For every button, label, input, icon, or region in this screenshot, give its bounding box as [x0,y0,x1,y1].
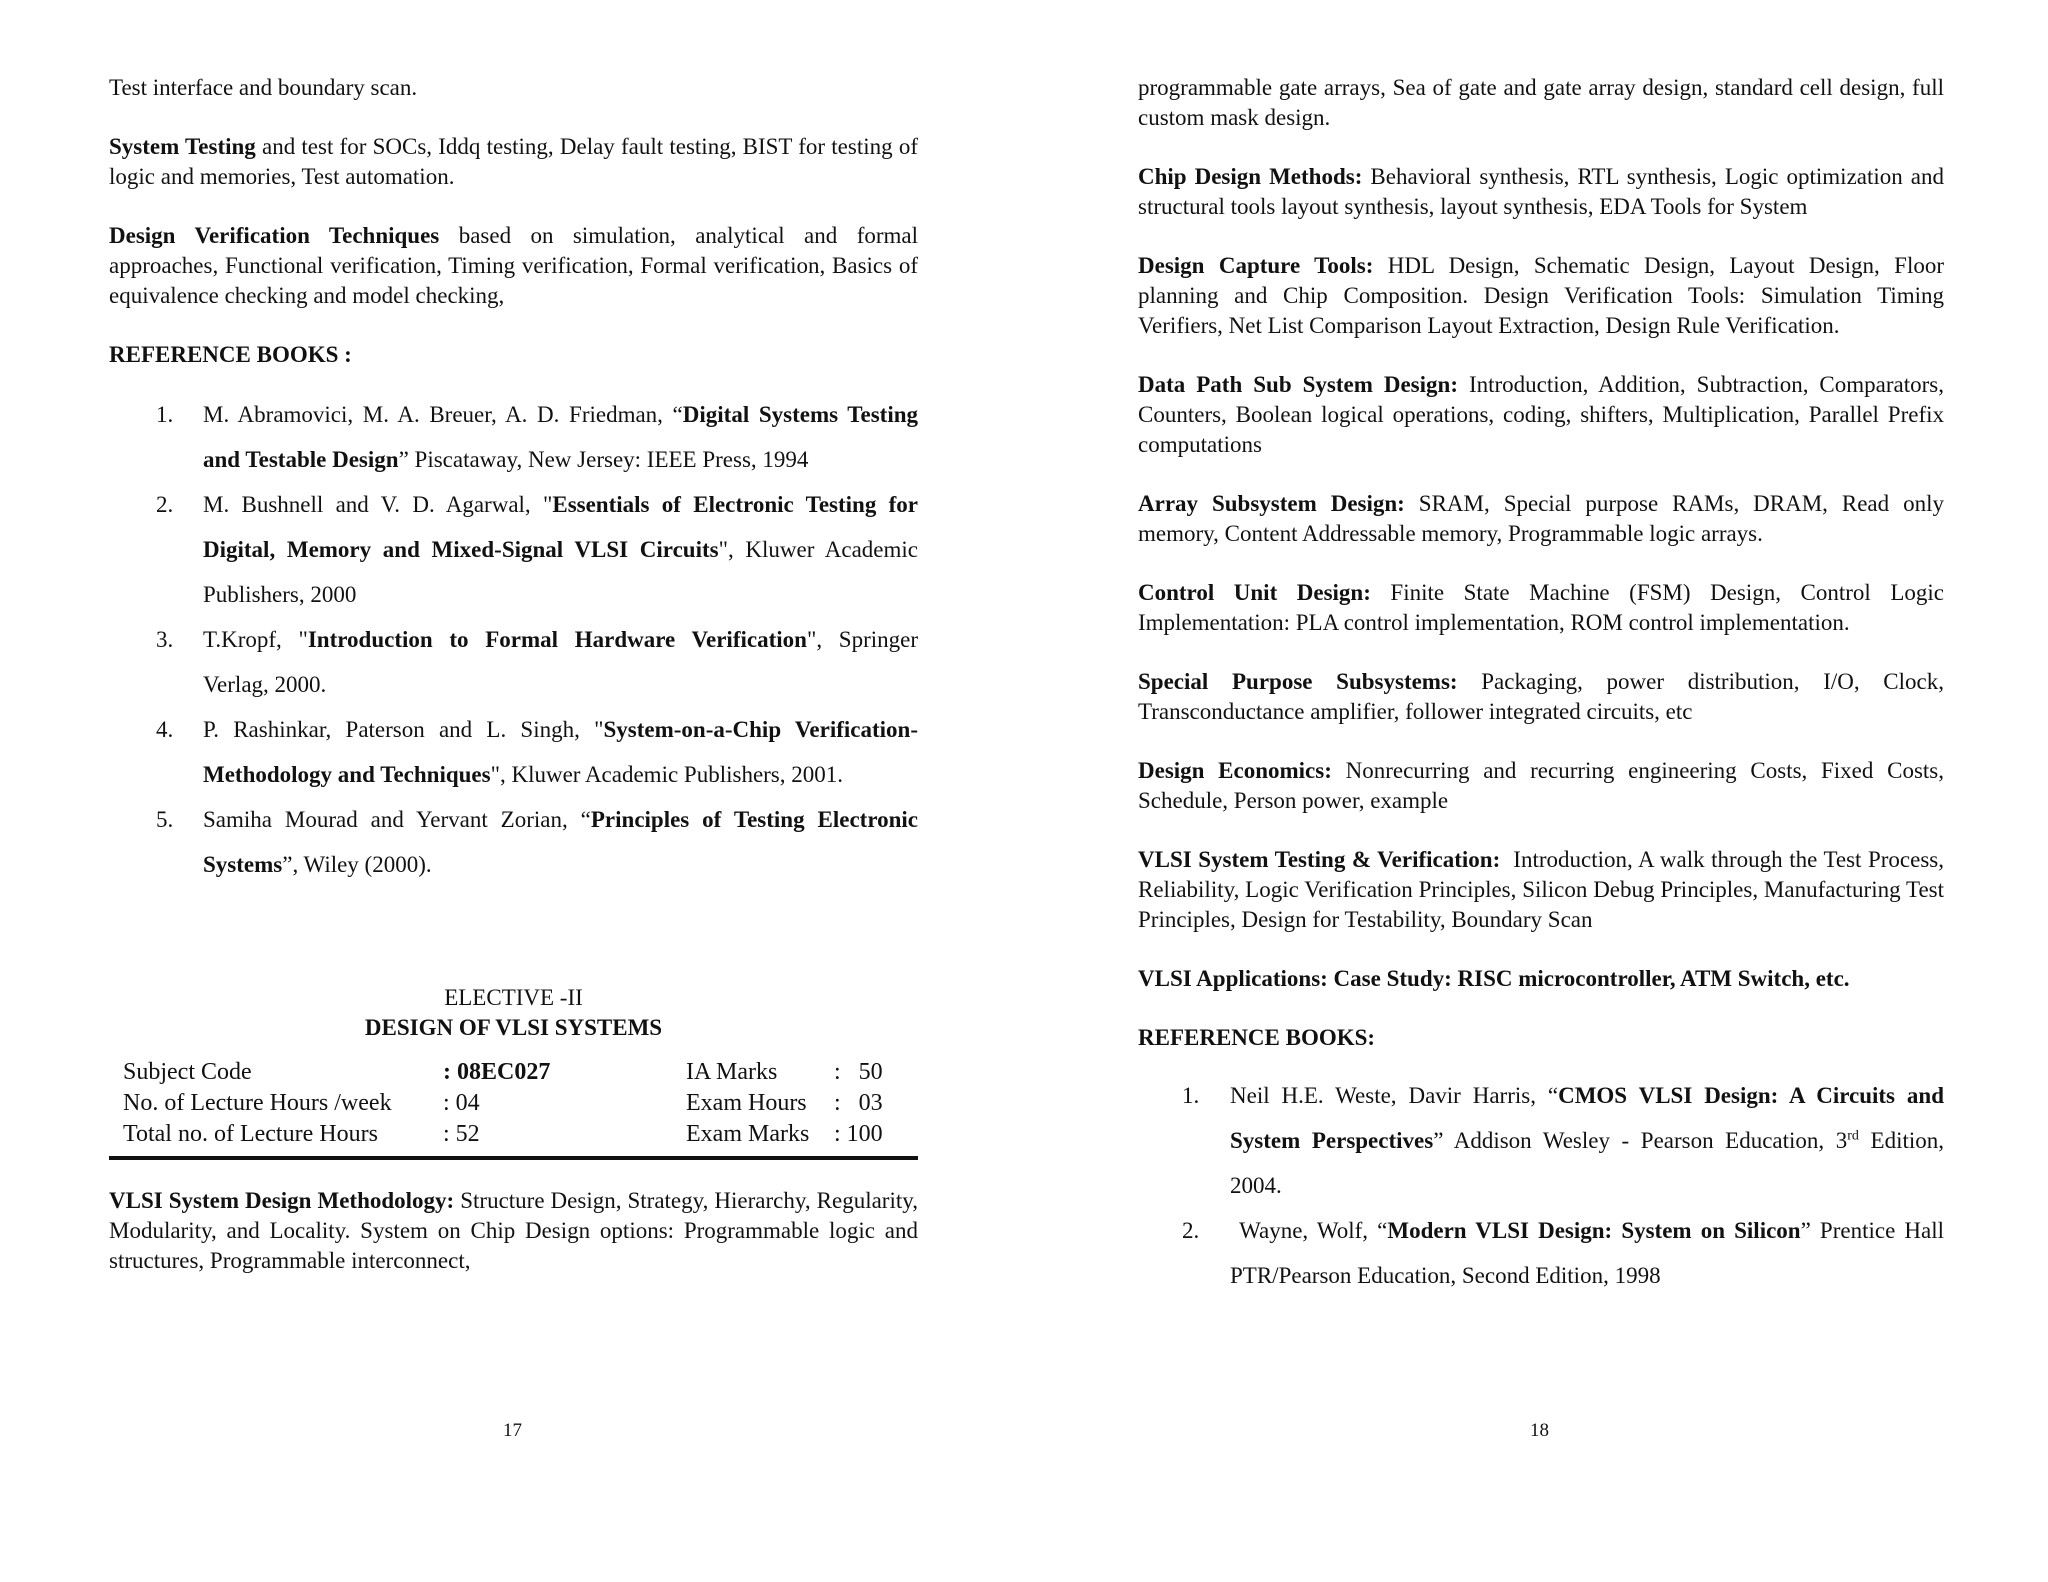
subject-code-label: Subject Code [123,1059,252,1085]
ref-author: Neil H.E. Weste, Davir Harris, “ [1230,1083,1559,1108]
page-number-right: 18 [1530,1420,1549,1441]
section-text: Packaging, power distribution, I/O, Clock, Transconductance amplifier, follower integrated circuits, etc [1138,669,1944,724]
total-lecture-hours-value: : 52 [443,1121,480,1147]
heading-methodology: VLSI System Design Methodology: [109,1188,455,1213]
reference-books-heading: REFERENCE BOOKS : [109,342,352,367]
lecture-hours-week-label: No. of Lecture Hours /week [123,1090,392,1116]
section-design-capture-tools [1138,251,1944,341]
section-special-purpose [1138,667,1944,727]
section-testing-verification [1138,845,1950,935]
section-data-path [1138,370,1944,460]
section-vlsi-applications [1138,964,1944,994]
page-number-left: 17 [503,1420,522,1441]
list-number: 5. [156,807,174,832]
text-system-testing: and test for SOCs, Iddq testing, Delay fault testing, BIST for testing of logic and memories, Test automation. [109,134,918,189]
text-methodology: Structure Design, Strategy, Hierarchy, Regularity, Modularity, and Locality. System on Chip Design options: Programmable logic and structures, Programmable interconnect, [109,1188,918,1273]
reference-list [109,392,918,887]
exam-marks-label: Exam Marks [686,1121,810,1147]
exam-hours-label: Exam Hours [686,1090,807,1116]
section-text: Behavioral synthesis, RTL synthesis, Logic optimization and structural tools layout synthesis, layout synthesis, EDA Tools for System [1138,164,1944,219]
ref-title: Modern VLSI Design: System on Silicon [1387,1218,1801,1243]
section-control-unit [1138,578,1944,638]
paragraph-test-interface: Test interface and boundary scan. [109,75,418,100]
ref-publisher: ”, Wiley (2000). [282,852,432,877]
paragraph-methodology [109,1186,918,1276]
list-number: 2. [1182,1218,1200,1243]
ref-publisher: ” Piscataway, New Jersey: IEEE Press, 1994 [398,447,809,472]
ref-title: Introduction to Formal Hardware Verification [307,627,807,652]
ref-publisher: ", Kluwer Academic Publishers, 2001. [490,762,844,787]
section-text: Nonrecurring and recurring engineering Costs, Fixed Costs, Schedule, Person power, example [1138,758,1944,813]
list-item [109,707,918,797]
ref-superscript: rd [1847,1128,1859,1144]
paragraph-programmable-continued: programmable gate arrays, Sea of gate and gate array design, standard cell design, full custom mask design. [1138,75,1944,130]
ref-title: Essentials of Electronic Testing for Digital, Memory and Mixed-Signal VLSI Circuits [203,492,918,562]
ref-author: Wayne, Wolf, “ [1230,1218,1388,1243]
ref-publisher: ", Springer Verlag, 2000. [203,627,918,697]
list-number: 1. [156,402,174,427]
section-heading: Special Purpose Subsystems: [1138,669,1458,694]
ref-author: P. Rashinkar, Paterson and L. Singh, " [203,717,604,742]
ref-publisher: ” Prentice Hall PTR/Pearson Education, Second Edition, 1998 [1230,1218,1944,1288]
list-item [109,392,918,482]
list-item [109,617,918,707]
reference-books-heading: REFERENCE BOOKS: [1138,1025,1376,1050]
section-heading: Control Unit Design: [1138,580,1371,605]
ref-author: M. Bushnell and V. D. Agarwal, " [203,492,553,517]
section-chip-design-methods [1138,162,1944,222]
ref-title: CMOS VLSI Design: A Circuits and System Perspectives [1230,1083,1944,1153]
ref-publisher: ” Addison Wesley - Pearson Education, 3 [1433,1128,1848,1153]
ref-edition: Edition, 2004. [1230,1128,1944,1198]
ref-title: Principles of Testing Electronic Systems [203,807,919,877]
left-page [109,73,918,1276]
elective-label: ELECTIVE -II [444,985,583,1010]
lecture-hours-week-value: : 04 [443,1090,480,1116]
list-number: 4. [156,717,174,742]
ia-marks-label: IA Marks [686,1059,778,1085]
ia-marks-value: : 50 [834,1059,883,1085]
paragraph-system-testing [109,132,918,192]
section-text: Finite State Machine (FSM) Design, Control Logic Implementation: PLA control implementation, ROM control implementation. [1138,580,1944,635]
section-text: Introduction, A walk through the Test Process, Reliability, Logic Verification Principles, Silicon Debug Principles, Manufacturing Test Principles, Design for Testability, Boundary Scan [1138,847,1950,932]
list-number: 2. [156,492,174,517]
exam-marks-value: : 100 [834,1121,883,1147]
ref-author: T.Kropf, " [203,627,308,652]
list-item [109,797,918,887]
ref-title: System-on-a-Chip Verification-Methodology and Techniques [203,717,918,787]
section-heading: Array Subsystem Design: [1138,491,1405,516]
paragraph-design-verification [109,221,918,311]
ref-title: Digital Systems Testing and Testable Design [203,402,918,472]
section-text: SRAM, Special purpose RAMs, DRAM, Read only memory, Content Addressable memory, Programmable logic arrays. [1138,491,1944,546]
table-row [109,1119,918,1150]
section-heading: Data Path Sub System Design: [1138,372,1458,397]
table-row [109,1088,918,1119]
section-text: Introduction, Addition, Subtraction, Comparators, Counters, Boolean logical operations, coding, shifters, Multiplication, Parallel Prefix computations [1138,372,1944,457]
ref-author: Samiha Mourad and Yervant Zorian, “ [203,807,591,832]
ref-publisher: ", Kluwer Academic Publishers, 2000 [203,537,918,607]
right-page [1138,73,1950,1298]
reference-list [1138,1073,1944,1298]
subject-info-table [109,1057,918,1150]
exam-hours-value: : 03 [834,1090,883,1116]
text-design-verification: based on simulation, analytical and formal approaches, Functional verification, Timing verification, Formal verification, Basics of equivalence checking and model checking, [109,223,919,308]
section-heading: VLSI System Testing & Verification: [1138,847,1501,872]
heading-system-testing: System Testing [109,134,256,159]
list-number: 3. [156,627,174,652]
section-heading: VLSI Applications: Case Study: RISC microcontroller, ATM Switch, etc. [1138,966,1850,991]
subject-code-value: : 08EC027 [443,1059,551,1085]
course-title: DESIGN OF VLSI SYSTEMS [364,1015,663,1040]
ref-author: M. Abramovici, M. A. Breuer, A. D. Friedman, “ [203,402,683,427]
section-heading: Design Economics: [1138,758,1332,783]
total-lecture-hours-label: Total no. of Lecture Hours [123,1121,378,1147]
section-text: HDL Design, Schematic Design, Layout Design, Floor planning and Chip Composition. Design Verification Tools: Simulation Timing Verifiers, Net List Comparison Layout Extraction, Design Rule Verification. [1138,253,1944,338]
section-array-subsystem [1138,489,1944,549]
list-item [109,482,918,617]
section-heading: Design Capture Tools: [1138,253,1374,278]
list-item [1138,1073,1944,1208]
list-number: 1. [1182,1083,1200,1108]
section-heading: Chip Design Methods: [1138,164,1363,189]
section-design-economics [1138,756,1944,816]
table-row [109,1057,918,1088]
list-item [1138,1208,1944,1298]
heading-design-verification: Design Verification Techniques [109,223,440,248]
